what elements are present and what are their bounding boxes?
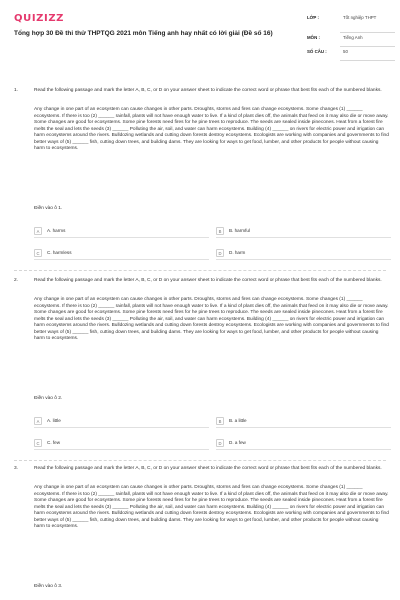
option-text: D. a few: [229, 440, 246, 445]
question-passage: Any change in one part of an ecosystem can cause changes in other parts. Droughts, storms and fires can change ecosystems. Some changes (1) ______ ecosystems. If there is too (2) ______ rainfall, plants will not have enough water to live. If a kind of plant dies off, the animals that feed on it may also die or move away. Some changes are good for ecosystems. Some pine forests need fires for he pine trees to reproduce. The seeds are sealed inside pinecones. Heat from a forest fire melts the seal and lets the seeds (3) ______ Polluting the air, soil, and water can harm ecosystems. Building (4) ______ on rivers for electric power and irrigation can harm ecosystems around the rivers. Bulldozing wetlands and cutting down forests destroy ecosystems. Ecologists are working with companies and governments to find better ways of (5) ______ fish, cutting down trees, and building dams. They are looking for ways to get food, lumber, and other products for people without causing harm to ecosystems.: [34, 297, 389, 341]
option-d[interactable]: [216, 438, 391, 450]
option-letter-badge: D: [216, 249, 224, 257]
option-text: C. few: [47, 440, 61, 445]
option-text: D. harm: [229, 250, 246, 255]
meta-row-class: [307, 13, 397, 33]
option-b[interactable]: [216, 226, 391, 238]
option-letter-badge: C: [34, 249, 42, 257]
meta-value: Tốt nghiệp THPT: [343, 15, 377, 20]
option-c[interactable]: [34, 438, 209, 450]
question-divider: [14, 460, 386, 461]
document-title: Tổng hợp 30 Đề thi thử THPTQG 2021 môn Tiếng anh hay nhất có lời giải (Đề số 16): [14, 30, 273, 37]
meta-label: SỐ CÂU :: [307, 49, 327, 54]
question-prompt: Điền vào ô 1.: [34, 206, 63, 211]
option-letter-badge: A: [34, 227, 42, 235]
question-instruction: Read the following passage and mark the letter A, B, C, or D on your answer sheet to indicate the correct word or phrase that best fits each of the numbered blanks.: [34, 278, 382, 283]
option-d[interactable]: [216, 248, 391, 260]
option-letter-badge: B: [216, 227, 224, 235]
question-instruction: Read the following passage and mark the letter A, B, C, or D on your answer sheet to indicate the correct word or phrase that best fits each of the numbered blanks.: [34, 88, 382, 93]
option-c[interactable]: [34, 248, 209, 260]
question-instruction: Read the following passage and mark the letter A, B, C, or D on your answer sheet to indicate the correct word or phrase that best fits each of the numbered blanks.: [34, 466, 382, 471]
meta-value: Tiếng Anh: [343, 35, 363, 40]
question-divider: [14, 270, 386, 271]
question-number: 3.: [14, 466, 19, 471]
option-text: B. harmful: [229, 228, 250, 233]
meta-label: LỚP :: [307, 15, 319, 20]
option-text: C. harmless: [47, 250, 72, 255]
question-number: 2.: [14, 278, 19, 283]
option-a[interactable]: [34, 416, 209, 428]
option-letter-badge: D: [216, 439, 224, 447]
option-letter-badge: B: [216, 417, 224, 425]
quizizz-logo: QUIZIZZ: [14, 13, 65, 24]
meta-value: 50: [343, 49, 348, 54]
meta-label: MÔN :: [307, 35, 320, 40]
page-header: [0, 0, 400, 82]
question-prompt: Điền vào ô 3.: [34, 584, 63, 589]
meta-row-count: [307, 47, 397, 61]
question-prompt: Điền vào ô 2.: [34, 396, 63, 401]
option-text: A. harms: [47, 228, 66, 233]
option-text: B. a little: [229, 418, 247, 423]
option-letter-badge: A: [34, 417, 42, 425]
option-text: A. little: [47, 418, 61, 423]
option-letter-badge: C: [34, 439, 42, 447]
meta-underline: [340, 60, 395, 61]
option-a[interactable]: [34, 226, 209, 238]
question-number: 1.: [14, 88, 19, 93]
question-passage: Any change in one part of an ecosystem can cause changes in other parts. Droughts, storms and fires can change ecosystems. Some changes (1) ______ ecosystems. If there is too (2) ______ rainfall, plants will not have enough water to live. If a kind of plant dies off, the animals that feed on it may also die or move away. Some changes are good for ecosystems. Some pine forests need fires for he pine trees to reproduce. The seeds are sealed inside pinecones. Heat from a forest fire melts the seal and lets the seeds (3) ______ Polluting the air, soil, and water can harm ecosystems. Building (4) ______ on rivers for electric power and irrigation can harm ecosystems around the rivers. Bulldozing wetlands and cutting down forests destroy ecosystems. Ecologists are working with companies and governments to find better ways of (5) ______ fish, cutting down trees, and building dams. They are looking for ways to get food, lumber, and other products for people without causing harm to ecosystems.: [34, 485, 389, 529]
question-passage: Any change in one part of an ecosystem can cause changes in other parts. Droughts, storms and fires can change ecosystems. Some changes (1) ______ ecosystems. If there is too (2) ______ rainfall, plants will not have enough water to live. If a kind of plant dies off, the animals that feed on it may also die or move away. Some changes are good for ecosystems. Some pine forests need fires for he pine trees to reproduce. The seeds are sealed inside pinecones. Heat from a forest fire melts the seal and lets the seeds (3) ______ Polluting the air, soil, and water can harm ecosystems. Building (4) ______ on rivers for electric power and irrigation can harm ecosystems around the rivers. Bulldozing wetlands and cutting down forests destroy ecosystems. Ecologists are working with companies and governments to find better ways of (5) ______ fish, cutting down trees, and building dams. They are looking for ways to get food, lumber, and other products for people without causing harm to ecosystems.: [34, 107, 389, 151]
metadata-panel: [307, 13, 397, 61]
meta-row-subject: [307, 33, 397, 47]
option-b[interactable]: [216, 416, 391, 428]
